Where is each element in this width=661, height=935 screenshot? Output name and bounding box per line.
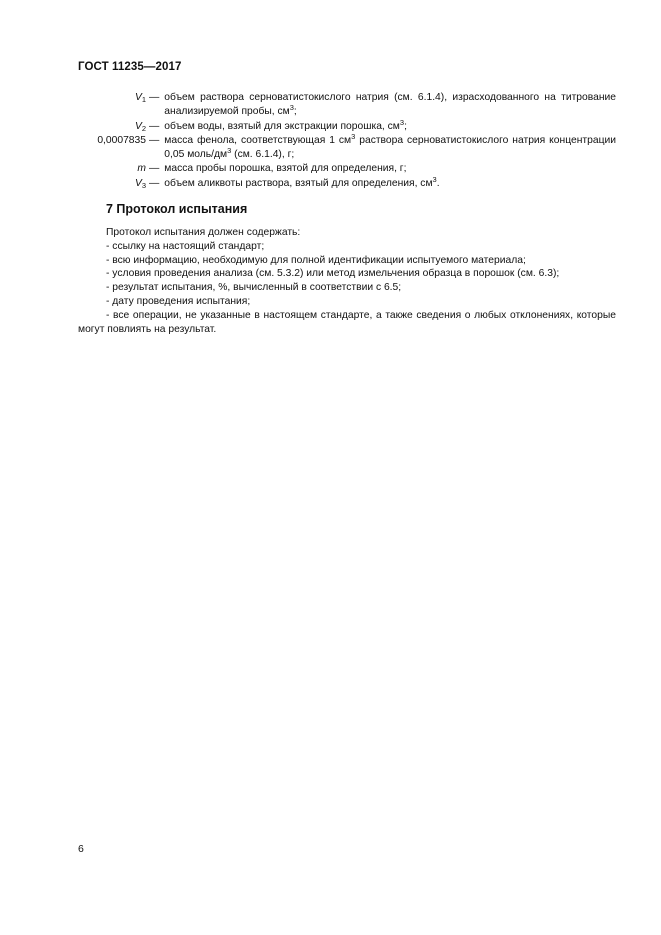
definition-text-part: (см. 6.1.4), г;	[231, 149, 295, 161]
variable-subscript: 1	[141, 95, 146, 104]
definition-v1	[78, 91, 616, 120]
definition-text-part: объем аликвоты раствора, взятый для определения, см	[164, 177, 433, 189]
definition-term	[78, 91, 146, 105]
list-item: - все операции, не указанные в настоящем стандарте, а также сведения о любых отклонениях, которые могут повлиять на результат.	[78, 309, 616, 335]
definition-text-part: объем раствора серноватистокислого натрия (см. 6.1.4), израсходованного на титрование анализируемой пробы, см	[164, 92, 616, 118]
list-item: - условия проведения анализа (см. 5.3.2) или метод измельчения образца в порошок (см. 6.3);	[106, 268, 560, 280]
definition-m	[78, 162, 616, 176]
superscript: 3	[351, 131, 356, 141]
definition-text: масса пробы порошка, взятой для определения, г;	[164, 163, 407, 175]
definition-term	[78, 134, 146, 148]
list-item: - всю информацию, необходимую для полной идентификации испытуемого материала;	[106, 254, 526, 266]
definition-dash: —	[149, 92, 160, 103]
superscript: 3	[399, 117, 405, 127]
definition-text	[164, 174, 616, 191]
definition-text-part: раствора серноватистокислого натрия концентрации 0,05 моль/дм	[164, 134, 616, 161]
definition-text-part: ;	[293, 106, 297, 118]
variable-symbol: V	[134, 92, 142, 103]
variable-symbol: V	[134, 177, 142, 189]
variable-symbol: m	[137, 163, 146, 175]
list-item: - результат испытания, %, вычисленный в соответствии с 6.5;	[106, 282, 402, 294]
definition-text-part: масса фенола, соответствующая 1 см	[164, 134, 352, 146]
variable-subscript: 3	[141, 180, 146, 190]
definition-v2	[78, 117, 616, 134]
definition-dash: —	[149, 163, 160, 175]
superscript: 3	[289, 103, 294, 113]
constant-number: 0,0007835	[97, 134, 146, 146]
definition-text-part: .	[436, 177, 440, 189]
definition-v3	[78, 174, 616, 191]
document-code: ГОСТ 11235—2017	[78, 61, 182, 73]
definition-term	[78, 120, 146, 134]
section-body	[78, 226, 616, 336]
definition-text-part: ;	[404, 120, 407, 132]
variable-symbol: V	[134, 120, 142, 132]
superscript: 3	[227, 146, 232, 156]
definition-dash: —	[149, 177, 160, 189]
definition-text	[164, 91, 616, 120]
definition-text-part: объем воды, взятый для экстракции порошка, см	[164, 120, 400, 132]
definition-text	[164, 117, 616, 134]
list-item: - дату проведения испытания;	[106, 295, 251, 307]
definition-term	[78, 162, 146, 176]
definition-text	[164, 131, 616, 163]
list-item: - ссылку на настоящий стандарт;	[106, 240, 265, 252]
definition-constant	[78, 131, 616, 163]
variable-subscript: 2	[141, 123, 146, 133]
section-heading: 7 Протокол испытания	[106, 202, 248, 216]
formula-definitions	[78, 91, 616, 191]
definition-term	[78, 177, 146, 191]
definition-dash: —	[149, 134, 160, 146]
page-number: 6	[78, 843, 84, 855]
definition-dash: —	[149, 120, 160, 132]
superscript: 3	[432, 174, 437, 184]
paragraph: Протокол испытания должен содержать:	[106, 227, 301, 238]
